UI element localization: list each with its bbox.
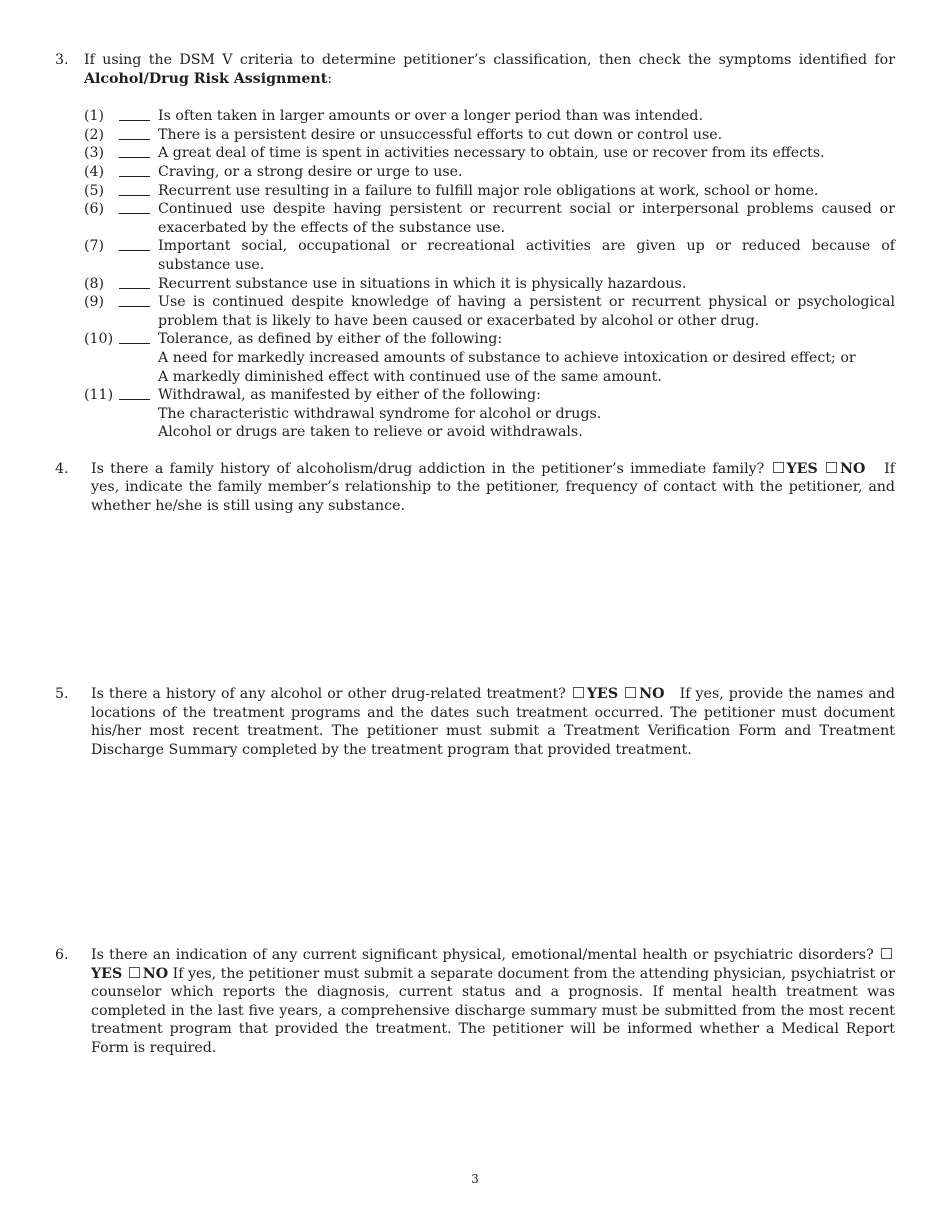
- no-label: NO: [840, 460, 866, 477]
- no-label: NO: [639, 686, 665, 702]
- symptom-item: [84, 237, 895, 274]
- question-number: 5.: [55, 686, 69, 702]
- yes-label: YES: [786, 460, 818, 477]
- question-4: [55, 460, 895, 516]
- symptom-subline: [84, 368, 895, 387]
- symptom-number: (9): [84, 294, 105, 311]
- symptom-number: (10): [84, 331, 114, 348]
- symptom-item: [84, 386, 895, 405]
- question-3: [55, 51, 895, 88]
- question-text: Is there a family history of alcoholism/drug addiction in the petitioner’s immediate family?: [91, 460, 765, 477]
- symptom-check-blank[interactable]: [119, 163, 150, 177]
- question-5: [55, 685, 895, 759]
- symptom-text: There is a persistent desire or unsuccessful efforts to cut down or control use.: [158, 126, 723, 143]
- symptom-number: (1): [84, 108, 105, 125]
- yes-checkbox[interactable]: [573, 687, 584, 698]
- form-page: [55, 51, 896, 1056]
- symptom-text: Alcohol or drugs are taken to relieve or avoid withdrawals.: [158, 424, 583, 441]
- symptom-item: [84, 200, 895, 237]
- yes-label: YES: [91, 965, 123, 982]
- symptom-text: A markedly diminished effect with continued use of the same amount.: [158, 368, 662, 385]
- symptom-subline: [84, 349, 895, 368]
- symptom-text: A need for markedly increased amounts of substance to achieve intoxication or desired effect; or: [158, 349, 856, 366]
- symptom-subline: [84, 423, 895, 442]
- symptom-number: (8): [84, 275, 105, 292]
- symptom-number: (5): [84, 182, 105, 199]
- symptom-text: Withdrawal, as manifested by either of the following:: [158, 387, 541, 404]
- symptom-number: (4): [84, 163, 105, 180]
- symptom-number: (2): [84, 126, 105, 143]
- symptom-item: [84, 126, 895, 145]
- no-label: NO: [142, 965, 169, 982]
- symptom-item: [84, 144, 895, 163]
- question-instructions: If yes, indicate the family member’s relationship to the petitioner, frequency of contact with the petitioner, and whether he/she is still using any substance.: [91, 460, 896, 515]
- question-bold-text: Alcohol/Drug Risk Assignment: [84, 70, 328, 87]
- symptom-number: (11): [84, 387, 114, 404]
- symptom-check-blank[interactable]: [119, 330, 150, 344]
- symptom-item: [84, 330, 895, 349]
- symptom-item: [84, 293, 895, 330]
- symptom-number: (3): [84, 145, 105, 162]
- symptom-check-blank[interactable]: [119, 237, 150, 251]
- question-instructions: If yes, provide the names and locations of the treatment programs and the dates such treatment occurred. The petitioner must document his/her most recent treatment. The petitioner must submit a Treatment Verification Form and Treatment Discharge Summary completed by the treatment program that provided treatment.: [91, 686, 896, 758]
- symptom-number: (6): [84, 201, 105, 218]
- question-number: 6.: [55, 947, 69, 963]
- page-number: 3: [471, 1172, 479, 1186]
- symptom-check-blank[interactable]: [119, 144, 150, 158]
- yes-checkbox[interactable]: [881, 948, 892, 959]
- symptom-checklist: [84, 107, 895, 442]
- symptom-check-blank[interactable]: [119, 182, 150, 196]
- symptom-item: [84, 275, 895, 294]
- symptom-check-blank[interactable]: [119, 107, 150, 121]
- question-text: Is there a history of any alcohol or other drug-related treatment?: [91, 686, 566, 702]
- symptom-text: The characteristic withdrawal syndrome for alcohol or drugs.: [158, 405, 602, 422]
- symptom-text: Recurrent substance use in situations in which it is physically hazardous.: [158, 275, 687, 292]
- question-instructions: If yes, the petitioner must submit a separate document from the attending physician, psychiatrist or counselor which reports the diagnosis, current status and a prognosis. If mental health treatment was completed in the last five years, a comprehensive discharge summary must be submitted from the most recent treatment program that provided the treatment. The petitioner will be informed whether a Medical Report Form is required.: [91, 965, 896, 1056]
- yes-label: YES: [586, 686, 619, 702]
- symptom-text: Use is continued despite knowledge of having a persistent or recurrent physical or psychological problem that is likely to have been caused or exacerbated by alcohol or other drug.: [158, 294, 895, 329]
- symptom-check-blank[interactable]: [119, 200, 150, 214]
- symptom-check-blank[interactable]: [119, 293, 150, 307]
- symptom-text: Continued use despite having persistent or recurrent social or interpersonal problems caused or exacerbated by the effects of the substance use.: [158, 201, 895, 236]
- symptom-check-blank[interactable]: [119, 126, 150, 140]
- question-number: 4.: [55, 460, 69, 477]
- question-number: 3.: [55, 52, 69, 68]
- symptom-text: Important social, occupational or recreational activities are given up or reduced because of substance use.: [158, 238, 895, 273]
- question-text: If using the DSM V criteria to determine petitioner’s classification, then check the symptoms identified for: [84, 52, 895, 68]
- yes-checkbox[interactable]: [773, 462, 784, 473]
- symptom-text: Tolerance, as defined by either of the following:: [158, 331, 503, 348]
- question-text-tail: :: [327, 70, 333, 87]
- no-checkbox[interactable]: [129, 967, 140, 978]
- symptom-check-blank[interactable]: [119, 386, 150, 400]
- symptom-text: Craving, or a strong desire or urge to use.: [158, 163, 463, 180]
- symptom-text: A great deal of time is spent in activities necessary to obtain, use or recover from its effects.: [158, 145, 825, 162]
- symptom-check-blank[interactable]: [119, 275, 150, 289]
- symptom-item: [84, 182, 895, 201]
- symptom-number: (7): [84, 238, 105, 255]
- symptom-text: Is often taken in larger amounts or over a longer period than was intended.: [158, 108, 703, 125]
- symptom-item: [84, 163, 895, 182]
- symptom-item: [84, 107, 895, 126]
- symptom-subline: [84, 405, 895, 424]
- question-6: [55, 946, 895, 1058]
- no-checkbox[interactable]: [826, 462, 837, 473]
- symptom-text: Recurrent use resulting in a failure to fulfill major role obligations at work, school or home.: [158, 182, 819, 199]
- no-checkbox[interactable]: [625, 687, 636, 698]
- question-text: Is there an indication of any current significant physical, emotional/mental health or psychiatric disorders?: [91, 947, 874, 963]
